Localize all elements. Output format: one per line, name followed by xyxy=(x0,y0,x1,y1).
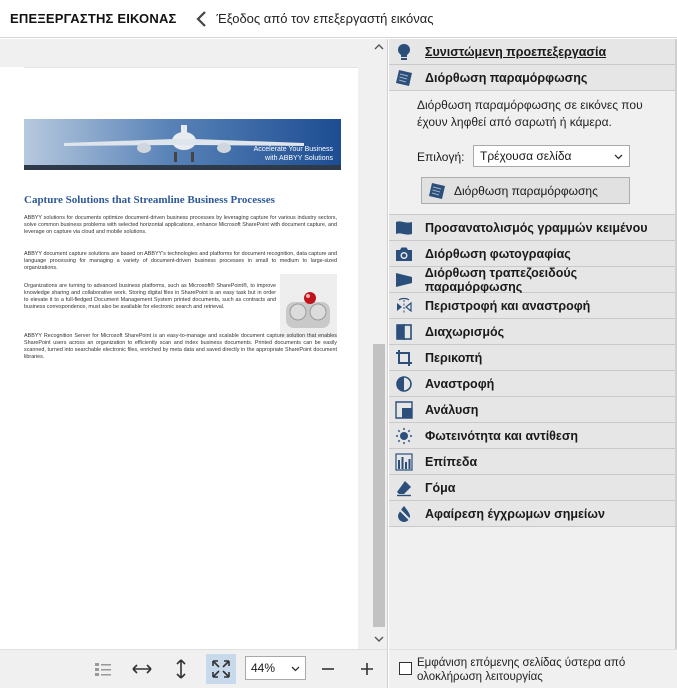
document-heading: Capture Solutions that Streamline Business Processes xyxy=(24,194,275,206)
tool-label: Φωτεινότητα και αντίθεση xyxy=(425,428,579,443)
show-next-page-checkbox[interactable] xyxy=(399,662,412,675)
tool-invert[interactable] xyxy=(389,371,675,397)
banner-line2: with ABBYY Solutions xyxy=(265,155,333,162)
tool-label: Διόρθωση τραπεζοειδούς παραμόρφωσης xyxy=(424,265,578,294)
split-icon xyxy=(393,321,415,343)
fit-width-button[interactable] xyxy=(127,654,157,684)
chevron-down-icon xyxy=(614,153,623,160)
tool-skew-correction[interactable] xyxy=(389,65,675,91)
fit-page-icon xyxy=(211,659,231,679)
zoom-select[interactable] xyxy=(245,656,306,680)
brightness-icon xyxy=(393,425,415,447)
tool-label: Διόρθωση φωτογραφίας xyxy=(425,246,571,261)
banner-text xyxy=(254,145,333,163)
fit-page-button[interactable] xyxy=(206,654,236,684)
tool-label: Επίπεδα xyxy=(425,454,478,469)
page-list-button[interactable] xyxy=(88,654,118,684)
trapezoid-icon xyxy=(393,269,415,291)
tool-label: Διόρθωση παραμόρφωσης xyxy=(425,70,588,85)
fit-width-icon xyxy=(131,662,153,676)
chevron-down-icon xyxy=(291,665,300,672)
lightbulb-icon xyxy=(393,41,415,63)
tool-text-orientation[interactable] xyxy=(389,215,675,241)
option-label: Επιλογή: xyxy=(417,150,465,164)
document-scrollbar[interactable] xyxy=(371,39,387,649)
tool-brightness-contrast[interactable] xyxy=(389,423,675,449)
minus-icon xyxy=(320,661,336,677)
tool-label: Συνιστώμενη προεπεξεργασία xyxy=(425,44,607,59)
scroll-up-icon[interactable] xyxy=(374,43,384,51)
tool-rotate-flip[interactable] xyxy=(389,293,675,319)
scrollbar-thumb[interactable] xyxy=(373,344,385,627)
document-paragraph: Organizations are turning to advanced business platforms, such as Microsoft® SharePoint®, to improve knowledge sharing and collaborative work. Storing digital files in SharePoint is an easy task but in order to elevate it to a full-fledged Document Management System printed documents, such as contracts and business correspondence, must also be available for electronic search and retrieval. xyxy=(24,283,276,310)
header xyxy=(0,0,677,38)
scroll-down-icon[interactable] xyxy=(374,635,384,643)
tool-label: Αφαίρεση έγχρωμων σημείων xyxy=(425,506,605,521)
list-icon xyxy=(94,661,112,677)
tool-label: Ανάλυση xyxy=(425,402,479,417)
rotate-flip-icon xyxy=(393,295,415,317)
camera-icon xyxy=(393,243,415,265)
invert-icon xyxy=(393,373,415,395)
document-photo xyxy=(280,274,337,338)
document-paragraph: ABBYY document capture solutions are based on ABBYY's technologies and platforms for document recognition, data capture and language processing for managing a variety of document-driven business processes in small to medium to large-sized organizations. xyxy=(24,251,337,271)
show-next-page-label: Εμφάνιση επόμενης σελίδας ύστερα από ολοκλήρωση λειτουργίας xyxy=(417,657,626,683)
tools-panel xyxy=(389,39,677,649)
document-paragraph: ABBYY solutions for documents optimize document-driven business processes by leveraging capture for various industry sectors, solve common business problems with selected horizontal applications, enhance Microsoft SharePoint with document capture, and leverage on capture via cloud and mobile solutions. xyxy=(24,215,337,235)
fit-height-icon xyxy=(174,658,188,680)
tool-remove-color-marks[interactable] xyxy=(389,501,675,527)
skew-icon xyxy=(428,182,446,200)
document-banner-image xyxy=(24,119,341,170)
apply-skew-correction-button[interactable] xyxy=(421,177,630,204)
eraser-icon xyxy=(393,477,415,499)
document-paragraph: ABBYY Recognition Server for Microsoft SharePoint is an easy-to-manage and scalable document capture solution that enables SharePoint users across an organization to efficiently scan and index business documents. Printed documents can be easily scanned, turned into searchable electronic files, enriched by meta data and saved directly in the appropriate SharePoint document libraries. xyxy=(24,333,337,360)
tool-split[interactable] xyxy=(389,319,675,345)
tool-recommended-preprocessing[interactable] xyxy=(389,39,675,65)
skew-icon xyxy=(393,67,415,89)
tool-label: Διαχωρισμός xyxy=(425,324,505,339)
tool-label: Αναστροφή xyxy=(425,376,495,391)
tool-resolution[interactable] xyxy=(389,397,675,423)
panel-footer xyxy=(389,649,677,688)
zoom-out-button[interactable] xyxy=(313,654,343,684)
tool-levels[interactable] xyxy=(389,449,675,475)
skew-description: Διόρθωση παραμόρφωσης σε εικόνες που έχουν ληφθεί από σαρωτή ή κάμερα. xyxy=(417,98,643,129)
page-rule xyxy=(24,67,358,68)
page-option-value: Τρέχουσα σελίδα xyxy=(480,149,572,163)
zoom-value: 44% xyxy=(251,661,276,675)
tool-crop[interactable] xyxy=(389,345,675,371)
exit-editor-link[interactable] xyxy=(195,10,434,28)
levels-icon xyxy=(393,451,415,473)
document-page xyxy=(0,67,358,649)
exit-editor-label: Έξοδος από τον επεξεργαστή εικόνας xyxy=(216,11,434,26)
app-title: ΕΠΕΞΕΡΓΑΣΤΗΣ ΕΙΚΟΝΑΣ xyxy=(10,11,177,26)
zoom-in-button[interactable] xyxy=(352,654,382,684)
apply-skew-label: Διόρθωση παραμόρφωσης xyxy=(454,183,598,198)
tool-label: Περιστροφή και αναστροφή xyxy=(425,298,591,313)
tool-photo-correction[interactable] xyxy=(389,241,675,267)
chevron-left-icon xyxy=(195,10,209,28)
resolution-icon xyxy=(393,399,415,421)
fit-height-button[interactable] xyxy=(166,654,196,684)
banner-line1: Accelerate Your Business xyxy=(253,146,333,153)
plus-icon xyxy=(359,661,375,677)
tool-trapezoid-correction[interactable] xyxy=(389,267,675,293)
page-option-select[interactable] xyxy=(473,145,630,167)
view-toolbar xyxy=(0,649,388,688)
tool-label: Προσανατολισμός γραμμών κειμένου xyxy=(425,220,648,235)
document-view[interactable] xyxy=(0,39,388,649)
color-marks-icon xyxy=(393,503,415,525)
crop-icon xyxy=(393,347,415,369)
tool-eraser[interactable] xyxy=(389,475,675,501)
flag-icon xyxy=(393,217,415,239)
tool-label: Περικοπή xyxy=(425,350,483,365)
tool-label: Γόμα xyxy=(425,480,456,495)
